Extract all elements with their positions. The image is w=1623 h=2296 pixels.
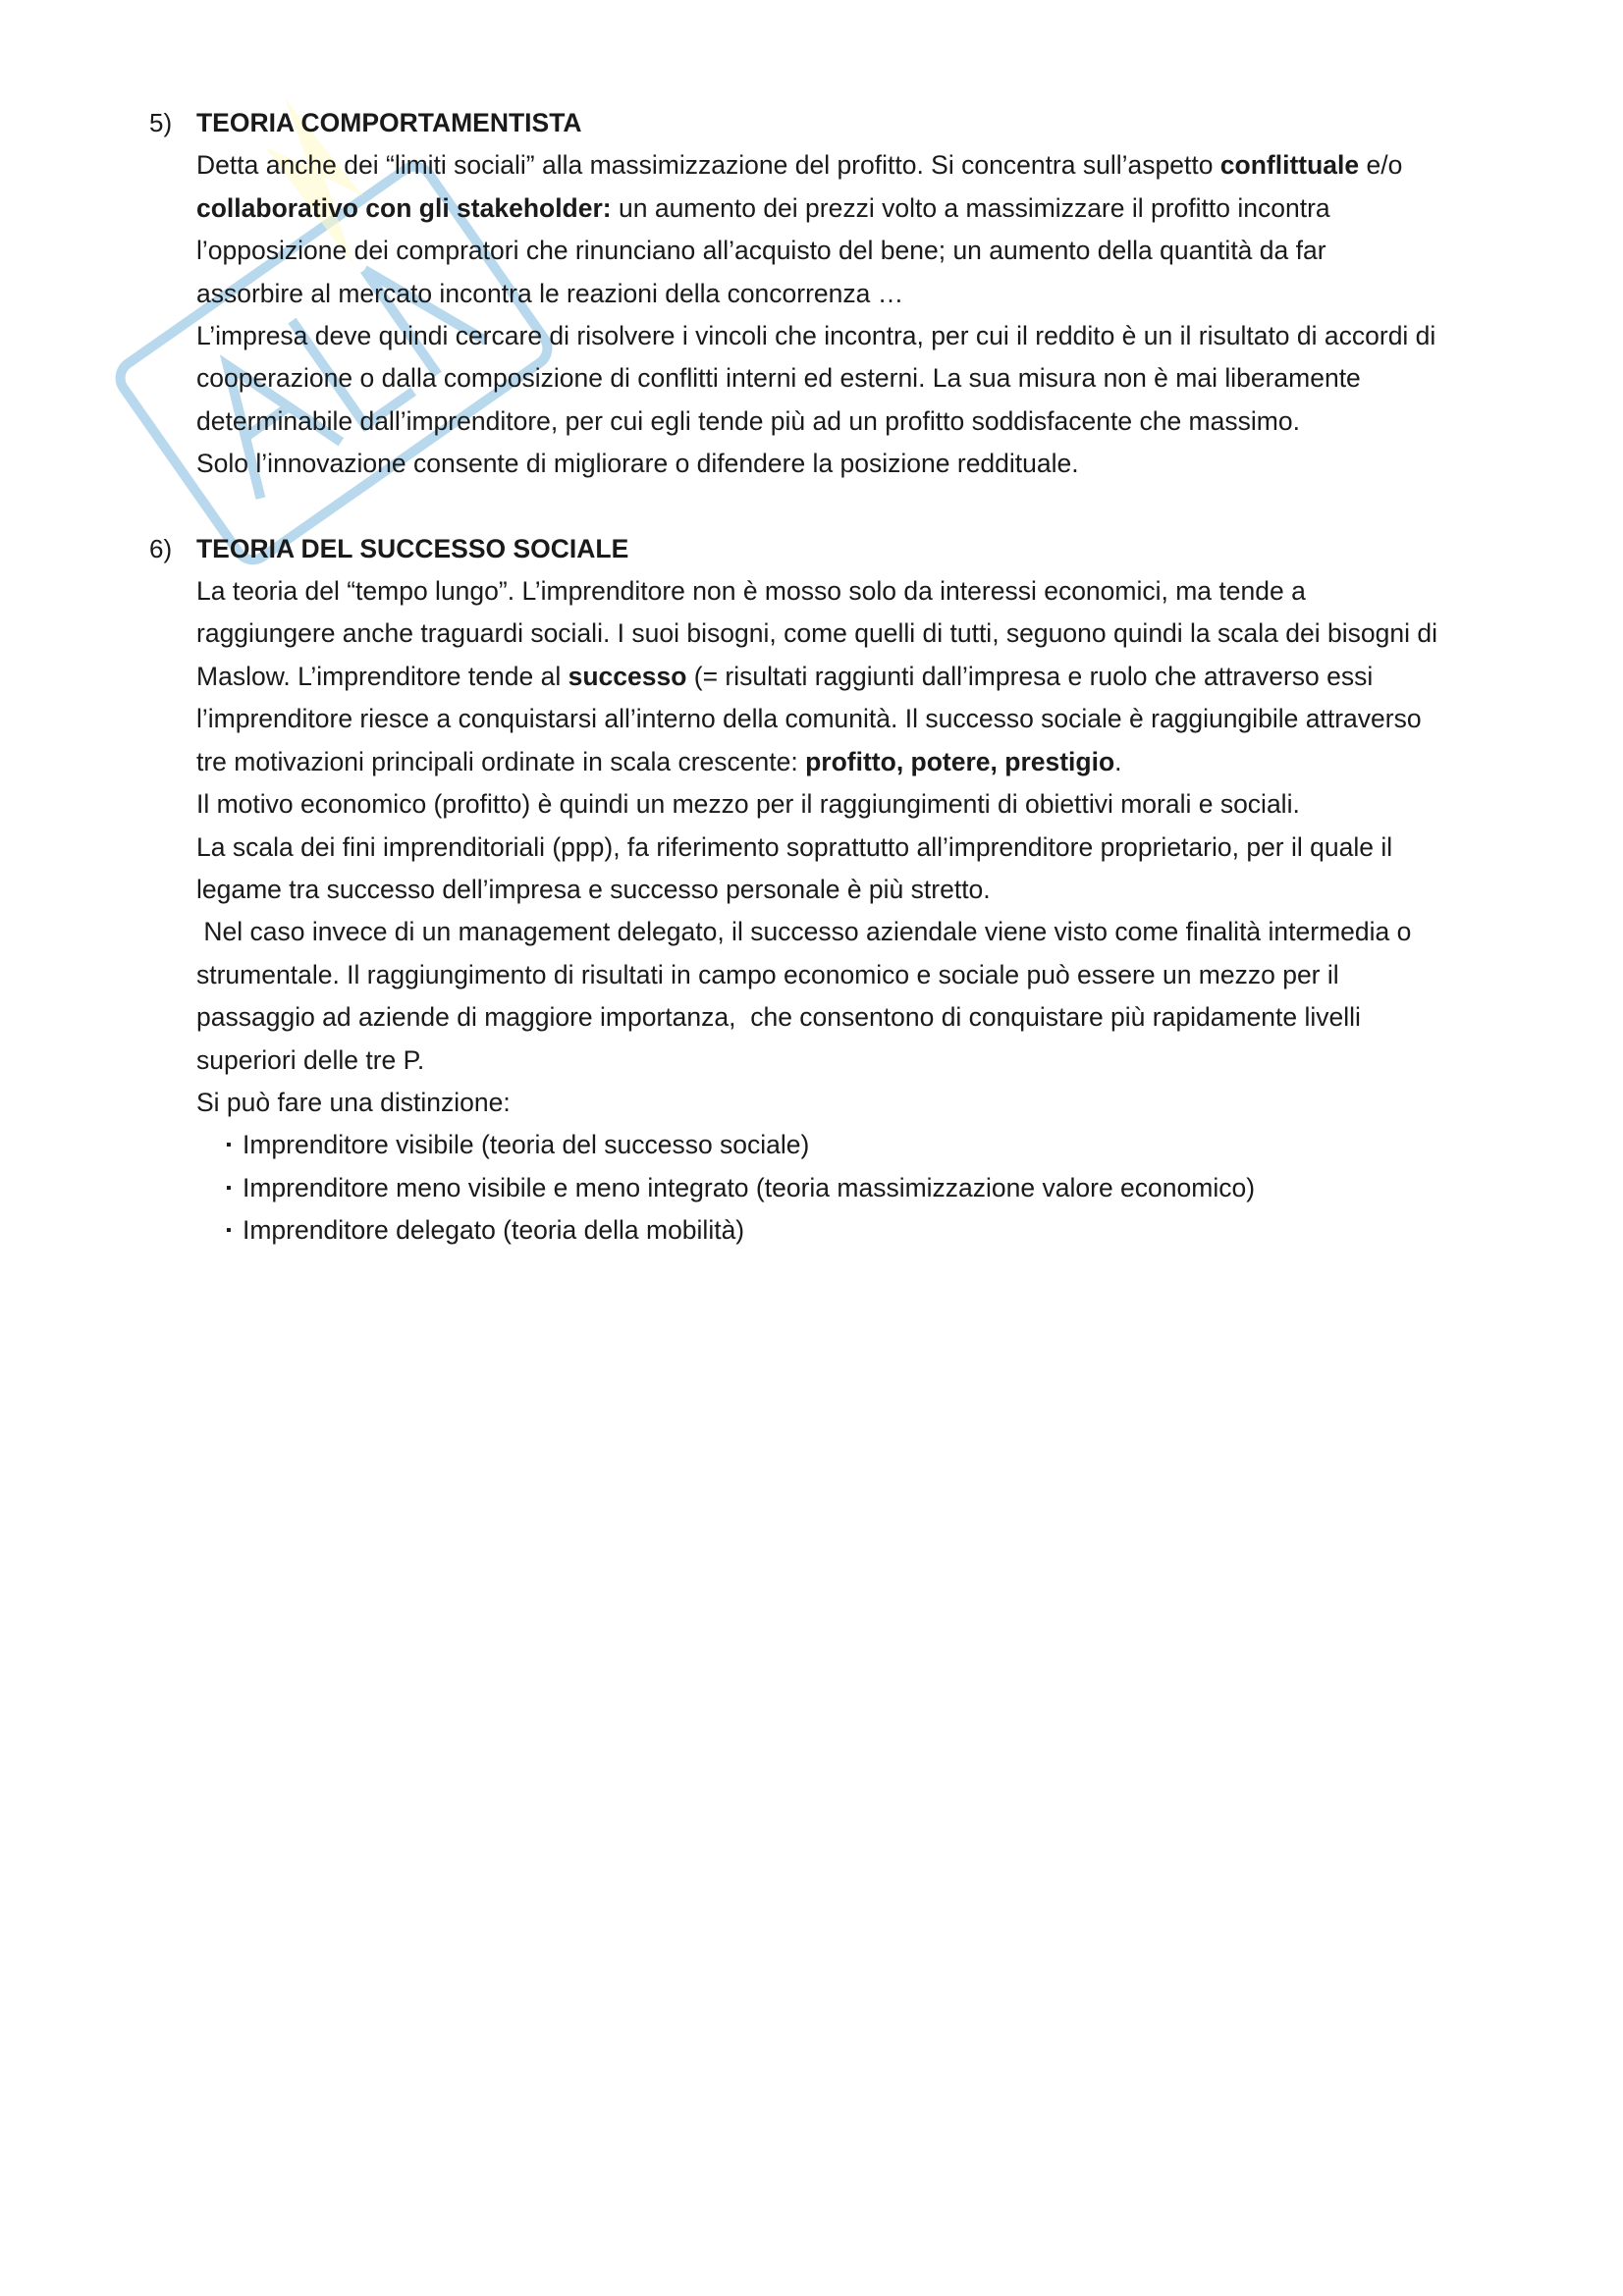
section-line: Il motivo economico (profitto) è quindi un mezzo per il raggiungimenti di obiettivi morali e sociali. (196, 789, 1300, 820)
section-line: assorbire al mercato incontra le reazioni della concorrenza … (196, 278, 904, 308)
section-line: determinabile dall’imprenditore, per cui egli tende più ad un profitto soddisfacente che massimo. (196, 405, 1300, 436)
section-line: strumentale. Il raggiungimento di risultati in campo economico e sociale può essere un mezzo per il (196, 959, 1339, 989)
section-body (196, 102, 1543, 486)
section-line: Maslow. L’imprenditore tende al successo (= risultati raggiunti dall’impresa e ruolo che attraverso essi (196, 661, 1374, 691)
section-number: 5) (149, 108, 173, 137)
bullet-square-icon: ▪ (226, 1179, 232, 1197)
section-5 (149, 102, 1543, 486)
bullet-square-icon: ▪ (226, 1222, 232, 1240)
section-line: L’impresa deve quindi cercare di risolvere i vincoli che incontra, per cui il reddito è un il risultato di accordi di (196, 321, 1436, 351)
section-number: 6) (149, 533, 173, 563)
section-line: passaggio ad aziende di maggiore importanza, che consentono di conquistare più rapidamente livelli (196, 1002, 1361, 1033)
section-line: l’imprenditore riesce a conquistarsi all’interno della comunità. Il successo sociale è raggiungibile attraverso (196, 704, 1422, 734)
section-body (196, 528, 1543, 1253)
list-item: ▪ Imprenditore delegato (teoria della mobilità) (226, 1209, 1543, 1252)
section-line: La scala dei fini imprenditoriali (ppp), fa riferimento soprattutto all’imprenditore proprietario, per il quale il (196, 831, 1393, 862)
section-line: Detta anche dei “limiti sociali” alla massimizzazione del profitto. Si concentra sull’aspetto conflittuale e/o (196, 150, 1403, 181)
section-line: Solo l’innovazione consente di migliorare o difendere la posizione reddituale. (196, 449, 1079, 479)
list-item: ▪ Imprenditore visibile (teoria del successo sociale) (226, 1124, 1543, 1166)
section-line: Si può fare una distinzione: (196, 1087, 511, 1117)
section-line: cooperazione o dalla composizione di conflitti interni ed esterni. La sua misura non è mai liberamente (196, 363, 1361, 394)
section-6 (149, 528, 1543, 1253)
section-line: tre motivazioni principali ordinate in scala crescente: profitto, potere, prestigio. (196, 746, 1122, 776)
section-line: l’opposizione dei compratori che rinunciano all’acquisto del bene; un aumento della quantità da far (196, 236, 1326, 266)
section-line: La teoria del “tempo lungo”. L’imprenditore non è mosso solo da interessi economici, ma tende a (196, 576, 1306, 607)
section-line: legame tra successo dell’impresa e successo personale è più stretto. (196, 874, 991, 904)
section-title: TEORIA COMPORTAMENTISTA (196, 108, 582, 137)
document-page (149, 102, 1543, 1295)
section-line: raggiungere anche traguardi sociali. I suoi bisogni, come quelli di tutti, seguono quindi la scala dei bisogni di (196, 618, 1437, 649)
section-line: superiori delle tre P. (196, 1044, 425, 1075)
list-item: ▪ Imprenditore meno visibile e meno integrato (teoria massimizzazione valore economico) (226, 1167, 1543, 1209)
bullet-square-icon: ▪ (226, 1137, 232, 1154)
section-line: collaborativo con gli stakeholder: un aumento dei prezzi volto a massimizzare il profitto incontra (196, 192, 1330, 223)
bullet-list (226, 1124, 1543, 1252)
section-title: TEORIA DEL SUCCESSO SOCIALE (196, 533, 629, 563)
section-line: Nel caso invece di un management delegato, il successo aziendale viene visto come finalità intermedia o (196, 917, 1412, 947)
